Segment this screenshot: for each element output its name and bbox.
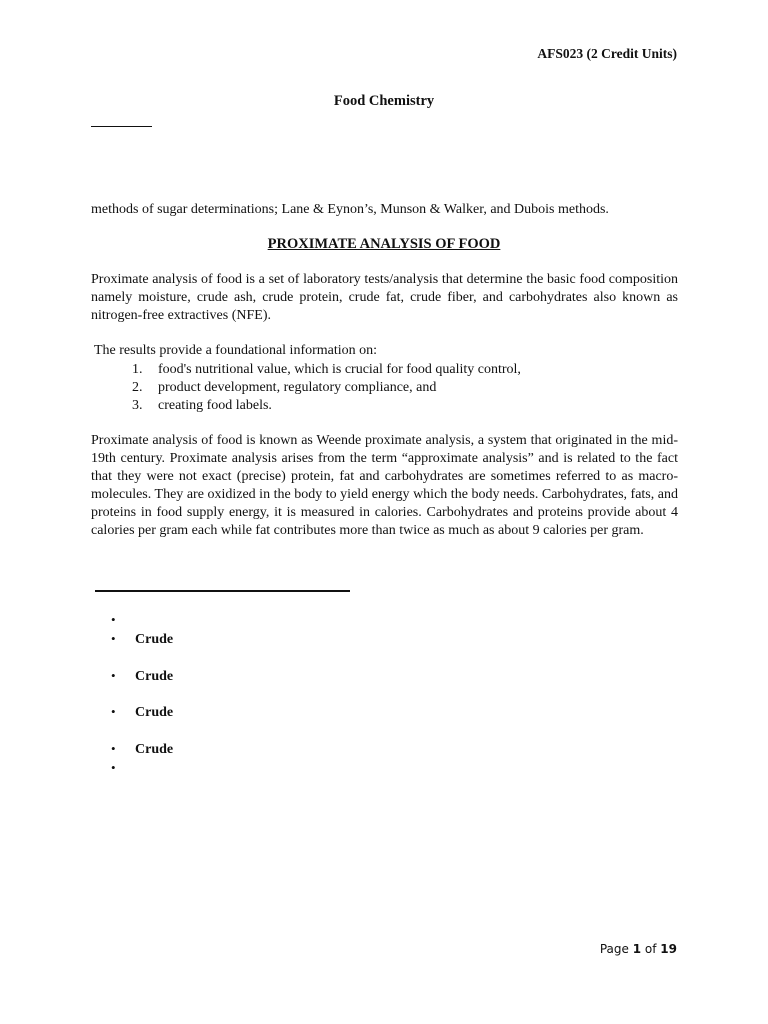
list-item (132, 397, 521, 415)
document-title: Food Chemistry (333, 93, 435, 109)
bullet-label: Crude (135, 742, 174, 757)
bullet-item (111, 631, 173, 648)
page-total: 19 (660, 942, 677, 956)
bullet-item (111, 741, 173, 758)
intro-line: methods of sugar determinations; Lane & Eynon’s, Munson & Walker, and Dubois methods. (91, 202, 609, 217)
bullet-label: Crude (135, 705, 174, 720)
list-item-text: creating food labels. (158, 398, 272, 413)
bullet-label: Crude (135, 669, 174, 684)
results-list (132, 361, 521, 415)
page-current: 1 (632, 942, 642, 956)
paragraph-weende: Proximate analysis of food is known as Weende proximate analysis, a system that originated in the mid-19th century. Proximate analysis arises from the term “approximate analysis” and is related to the fact that they were not exact (precise) protein, fat and carbohydrates are sometimes referred to as macro-molecules. They are oxidized in the body to yield energy which the body needs. Carbohydrates, fats, and proteins in food supply energy, it is measured in calories. Carbohydrates and proteins provide about 4 calories per gram each while fat contributes more than twice as much as about 9 calories per gram. (91, 433, 678, 538)
bullet-item (111, 612, 135, 628)
page-word: Page (599, 942, 629, 956)
long-divider (95, 590, 350, 592)
course-code: AFS023 (2 Credit Units) (537, 46, 677, 61)
list-item-text: product development, regulatory compliance, and (158, 380, 437, 395)
bullet-item (111, 704, 173, 721)
bullet-item (111, 668, 173, 685)
bullet-label: Crude (135, 632, 174, 647)
section-heading: PROXIMATE ANALYSIS OF FOOD (267, 236, 501, 252)
bullet-item (111, 760, 135, 776)
bullet-dot: • (111, 612, 116, 627)
list-item-text: food's nutritional value, which is crucial for food quality control, (158, 362, 521, 377)
list-item (132, 361, 521, 379)
of-word: of (644, 942, 657, 956)
bullet-dot: • (111, 760, 116, 775)
bullet-dot: • (111, 741, 116, 756)
page-footer (600, 942, 677, 956)
list-item (132, 379, 521, 397)
paragraph-definition: Proximate analysis of food is a set of laboratory tests/analysis that determine the basic food composition namely moisture, crude ash, crude protein, crude fat, crude fiber, and carbohydrates also known as nitrogen-free extractives (NFE). (91, 272, 678, 323)
results-intro: The results provide a foundational information on: (94, 343, 378, 358)
bullet-dot: • (111, 631, 116, 646)
bullet-dot: • (111, 668, 116, 683)
list-item-number: 1. (132, 362, 143, 377)
short-divider (91, 126, 152, 127)
list-item-number: 2. (132, 380, 143, 395)
list-item-number: 3. (132, 398, 143, 413)
bullet-dot: • (111, 704, 116, 719)
